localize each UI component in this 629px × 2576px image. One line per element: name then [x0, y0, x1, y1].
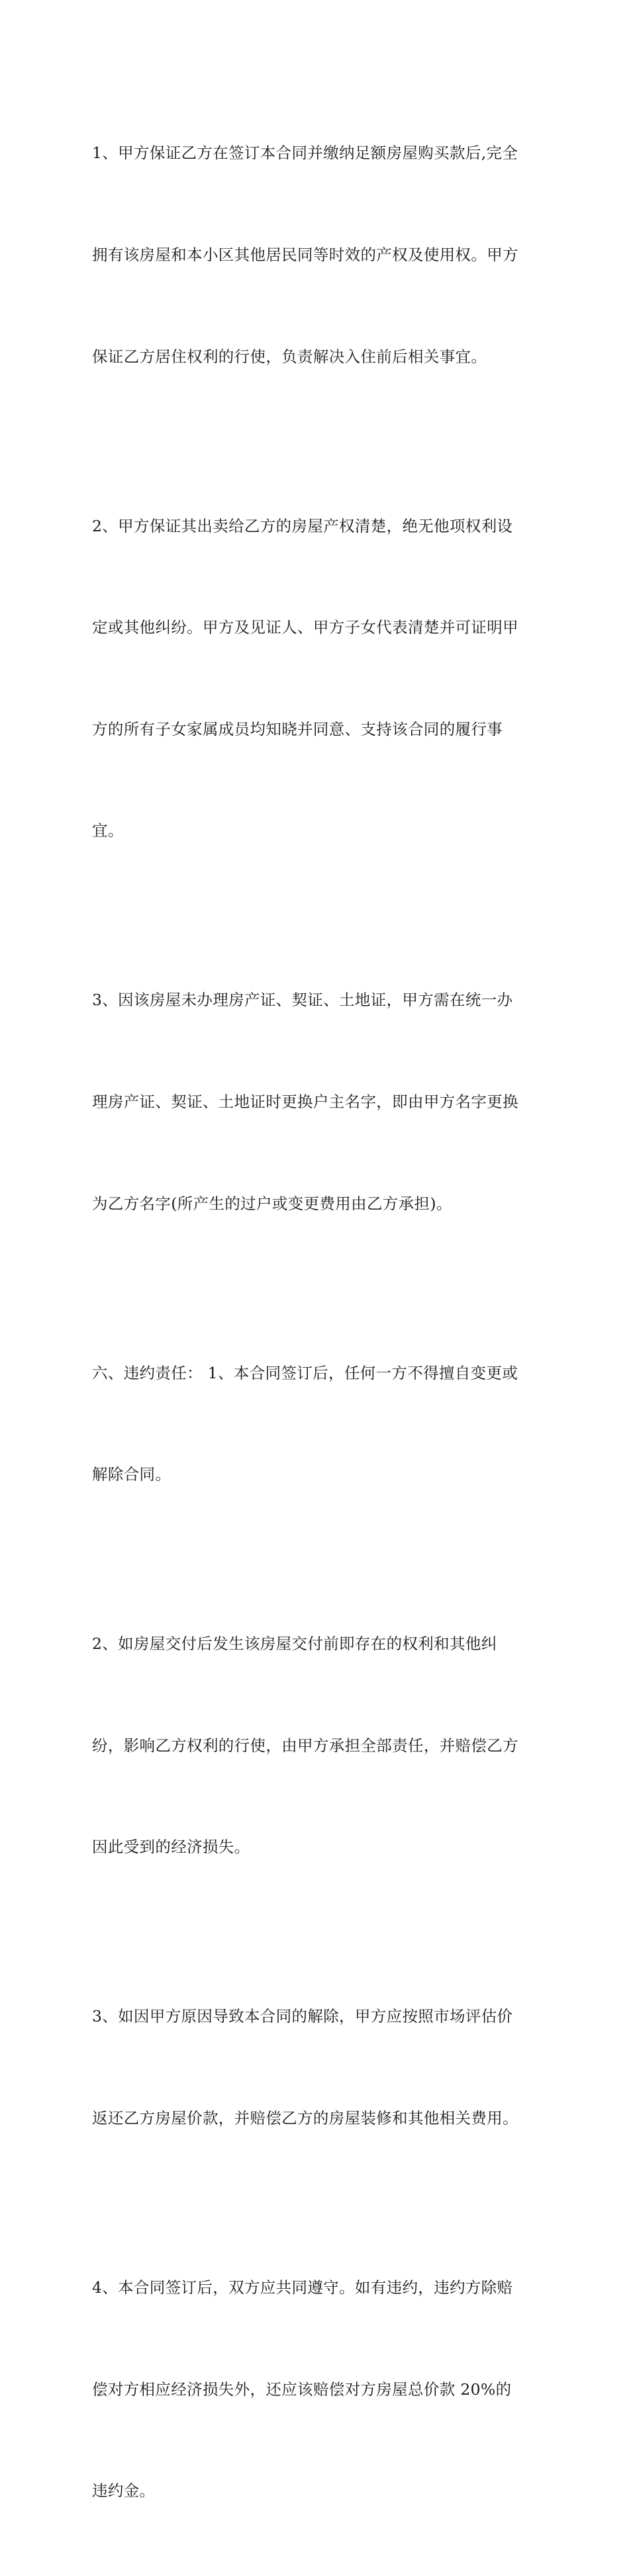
- text-line: 为乙方名字(所产生的过户或变更费用由乙方承担)。: [92, 1194, 452, 1213]
- text-line: 理房产证、契证、土地证时更换户主名字，即由甲方名字更换: [92, 1092, 518, 1111]
- text-line: 宜。: [92, 821, 124, 840]
- text-line: 3、如因甲方原因导致本合同的解除，甲方应按照市场评估价: [92, 2007, 513, 2026]
- section-6-breach-liability: [92, 1288, 542, 1560]
- clause-1-guarantee-ownership: [92, 69, 542, 441]
- clause-3-certificates: [92, 916, 542, 1288]
- text-line: 1、甲方保证乙方在签订本合同并缴纳足额房屋购买款后,完全: [92, 144, 518, 163]
- text-line: 3、因该房屋未办理房产证、契证、土地证，甲方需在统一办: [92, 991, 513, 1010]
- document-body: [92, 69, 542, 2576]
- breach-clause-2-disputes: [92, 1560, 542, 1932]
- text-line: 违约金。: [92, 2481, 156, 2501]
- text-line: 保证乙方居住权利的行使，负责解决入住前后相关事宜。: [92, 347, 487, 366]
- text-line: 偿对方相应经济损失外，还应该赔偿对方房屋总价款 20%的: [92, 2379, 512, 2399]
- text-line: 定或其他纠纷。甲方及见证人、甲方子女代表清楚并可证明甲: [92, 618, 518, 637]
- breach-clause-3-termination: [92, 1932, 542, 2203]
- breach-clause-4-penalty: [92, 2203, 542, 2576]
- text-line: 4、本合同签订后，双方应共同遵守。如有违约，违约方除赔: [92, 2278, 513, 2297]
- text-line: 纷，影响乙方权利的行使，由甲方承担全部责任，并赔偿乙方: [92, 1736, 518, 1755]
- text-line: 2、甲方保证其出卖给乙方的房屋产权清楚，绝无他项权利设: [92, 516, 513, 535]
- text-line: 解除合同。: [92, 1465, 171, 1484]
- clause-2-clear-title: [92, 441, 542, 916]
- text-line: 拥有该房屋和本小区其他居民同等时效的产权及使用权。甲方: [92, 245, 518, 264]
- text-line: 2、如房屋交付后发生该房屋交付前即存在的权利和其他纠: [92, 1634, 497, 1654]
- text-line: 因此受到的经济损失。: [92, 1838, 250, 1857]
- text-line: 返还乙方房屋价款，并赔偿乙方的房屋装修和其他相关费用。: [92, 2108, 518, 2127]
- text-line: 方的所有子女家属成员均知晓并同意、支持该合同的履行事: [92, 719, 503, 738]
- text-line: 六、违约责任： 1、本合同签订后，任何一方不得擅自变更或: [92, 1363, 518, 1382]
